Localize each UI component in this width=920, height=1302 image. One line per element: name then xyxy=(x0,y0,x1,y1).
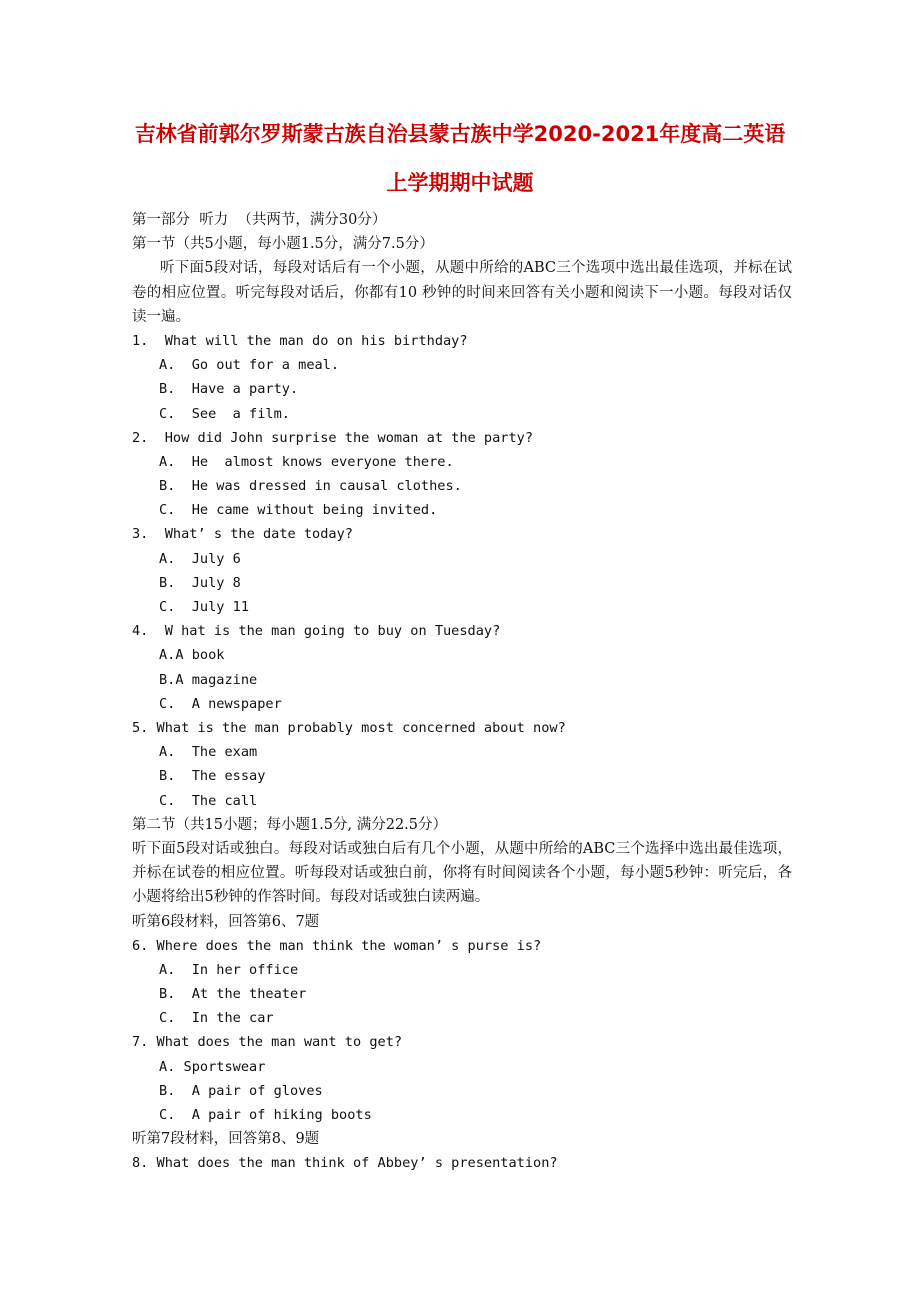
question-stem: 1. What will the man do on his birthday? xyxy=(132,332,468,349)
question-stem: 6. Where does the man think the woman’ s purse is? xyxy=(132,937,542,954)
option-a: A. The exam xyxy=(159,744,258,761)
question-2 xyxy=(132,426,792,523)
option-a: A. Go out for a meal. xyxy=(159,357,340,374)
question-6 xyxy=(132,934,792,1031)
question-stem: 7. What does the man want to get? xyxy=(132,1034,403,1051)
option-c: C. A newspaper xyxy=(159,695,282,712)
question-stem: 8. What does the man think of Abbey’ s presentation? xyxy=(132,1155,558,1172)
question-1 xyxy=(132,329,792,426)
option-b: B. The essay xyxy=(159,768,266,785)
question-3 xyxy=(132,522,792,619)
option-c: C. See a film. xyxy=(159,405,290,422)
section1-heading: 第一节（共5小题，每小题1.5分，满分7.5分） xyxy=(132,236,434,253)
material-6-heading: 听第6段材料，回答第6、7题 xyxy=(132,913,320,930)
section2-heading: 第二节（共15小题；每小题1.5分, 满分22.5分） xyxy=(132,816,448,833)
option-a: A. July 6 xyxy=(159,550,241,567)
option-a: A. He almost knows everyone there. xyxy=(159,453,454,470)
material-7-heading: 听第7段材料，回答第8、9题 xyxy=(132,1131,320,1148)
question-5 xyxy=(132,716,792,813)
option-b: B. July 8 xyxy=(159,574,241,591)
option-a: A. Sportswear xyxy=(159,1058,266,1075)
question-stem: 3. What’ s the date today? xyxy=(132,526,353,543)
section1-instructions: 听下面5段对话，每段对话后有一个小题，从题中所给的ABC三个选项中选出最佳选项，并标在试卷的相应位置。听完每段对话后，你都有10 秒钟的时间来回答有关小题和阅读下一小题。每段对话仅读一遍。 xyxy=(132,260,792,325)
question-4 xyxy=(132,619,792,716)
option-a: A. In her office xyxy=(159,961,299,978)
option-b: B. At the theater xyxy=(159,986,307,1003)
option-b: B. He was dressed in causal clothes. xyxy=(159,478,462,495)
question-8 xyxy=(132,1151,792,1175)
option-c: C. He came without being invited. xyxy=(159,502,438,519)
question-stem: 5. What is the man probably most concerned about now? xyxy=(132,719,566,736)
option-c: C. A pair of hiking boots xyxy=(159,1107,372,1124)
exam-content xyxy=(132,208,792,1176)
option-c: C. The call xyxy=(159,792,258,809)
exam-title-line-1: 吉林省前郭尔罗斯蒙古族自治县蒙古族中学2020-2021年度高二英语 xyxy=(134,122,786,146)
option-c: C. July 11 xyxy=(159,599,250,616)
option-c: C. In the car xyxy=(159,1010,274,1027)
question-stem: 4. W hat is the man going to buy on Tuesday? xyxy=(132,623,501,640)
question-7 xyxy=(132,1030,792,1127)
part1-heading: 第一部分 听力 （共两节，满分30分） xyxy=(132,212,387,228)
option-b: B.A magazine xyxy=(159,671,258,688)
option-b: B. Have a party. xyxy=(159,381,299,398)
section2-instructions: 听下面5段对话或独白。每段对话或独白后有几个小题，从题中所给的ABC三个选择中选出最佳选项，并标在试卷的相应位置。听每段对话或独白前，你将有时间阅读各个小题，每小题5秒钟：听完后，各小题将给出5秒钟的作答时间。每段对话或独白读两遍。 xyxy=(132,840,792,906)
exam-title-line-2: 上学期期中试题 xyxy=(386,171,534,195)
option-a: A.A book xyxy=(159,647,225,664)
question-stem: 2. How did John surprise the woman at the party? xyxy=(132,429,534,446)
option-b: B. A pair of gloves xyxy=(159,1082,323,1099)
